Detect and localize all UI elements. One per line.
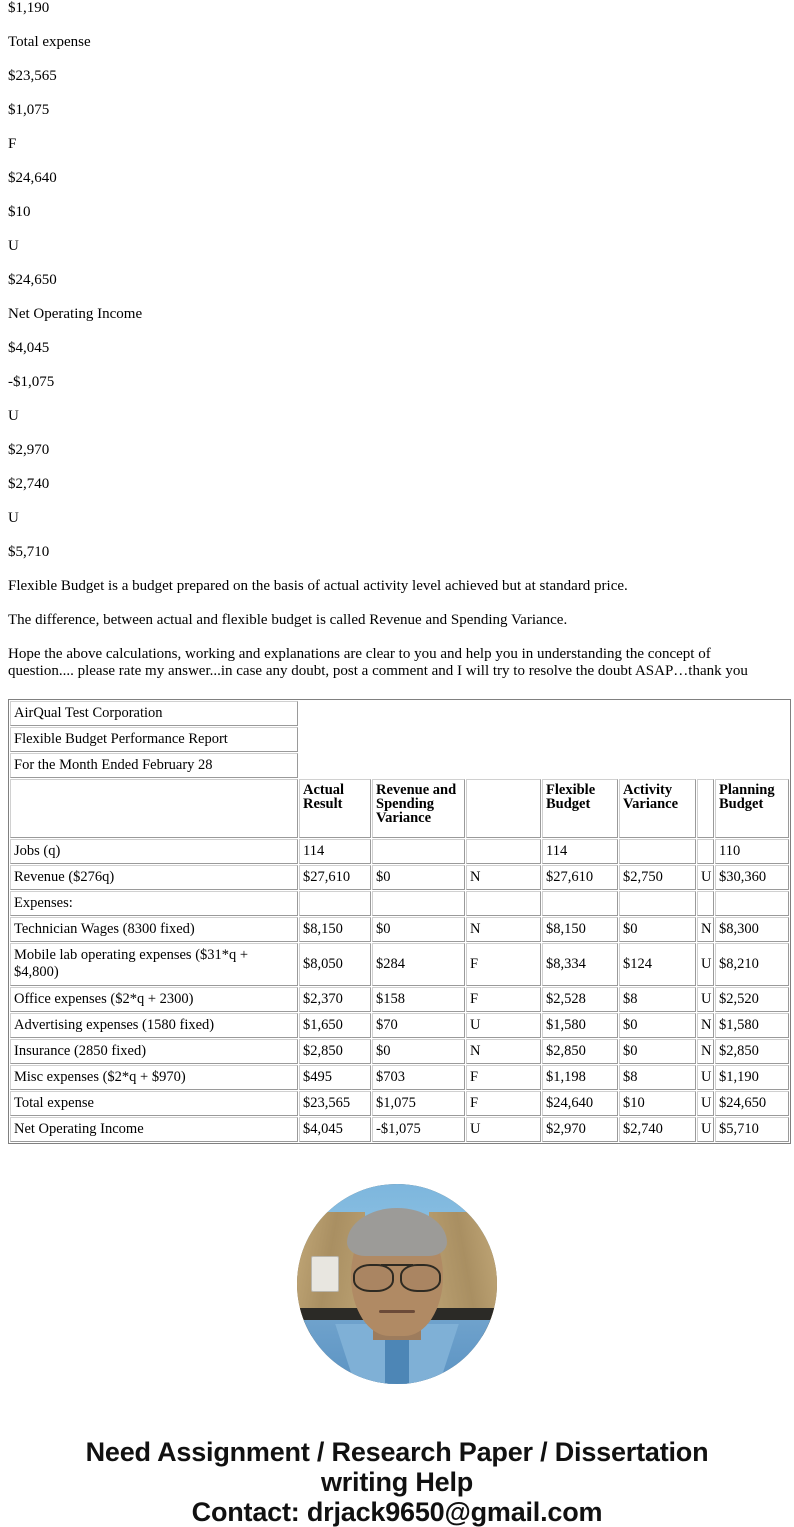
cell-activity-flag: U xyxy=(697,943,714,986)
row-label: Revenue ($276q) xyxy=(10,865,298,890)
cell-activity-flag: U xyxy=(697,987,714,1012)
cell-activity-flag xyxy=(697,891,714,916)
row-label: Expenses: xyxy=(10,891,298,916)
table-row xyxy=(10,1065,789,1090)
cell-rsv-flag: N xyxy=(466,1039,541,1064)
cell-actual-result: $495 xyxy=(299,1065,371,1090)
cell-activity-variance: $2,750 xyxy=(619,865,696,890)
cell-flexible-budget: 114 xyxy=(542,839,618,864)
cell-revenue-spending-variance: $284 xyxy=(372,943,465,986)
photo-background-switch xyxy=(311,1256,339,1292)
cell-actual-result: $2,370 xyxy=(299,987,371,1012)
cell-activity-flag: N xyxy=(697,1013,714,1038)
cell-flexible-budget: $2,970 xyxy=(542,1117,618,1142)
cell-flexible-budget xyxy=(542,891,618,916)
spacer-cell xyxy=(299,753,789,778)
answer-value-list xyxy=(0,0,794,680)
answer-line: $24,640 xyxy=(8,170,57,186)
cell-flexible-budget: $24,640 xyxy=(542,1091,618,1116)
glasses-lens-left xyxy=(353,1264,394,1292)
cell-revenue-spending-variance: $70 xyxy=(372,1013,465,1038)
cell-actual-result: $8,150 xyxy=(299,917,371,942)
promo-line-3: Contact: drjack9650@gmail.com xyxy=(191,1497,603,1527)
table-row xyxy=(10,987,789,1012)
cell-rsv-flag: F xyxy=(466,987,541,1012)
cell-rsv-flag: U xyxy=(466,1117,541,1142)
cell-activity-flag: U xyxy=(697,1091,714,1116)
promo-footer xyxy=(0,1389,794,1527)
answer-line: Total expense xyxy=(8,34,91,50)
flexible-budget-performance-table xyxy=(8,699,791,1144)
spacer-cell xyxy=(299,727,789,752)
row-label: Misc expenses ($2*q + $970) xyxy=(10,1065,298,1090)
report-name-cell: Flexible Budget Performance Report xyxy=(10,727,298,752)
cell-flexible-budget: $2,850 xyxy=(542,1039,618,1064)
cell-flexible-budget: $1,198 xyxy=(542,1065,618,1090)
cell-activity-variance: $0 xyxy=(619,917,696,942)
column-header-activity-flag xyxy=(697,779,714,838)
photo-tie xyxy=(385,1340,409,1384)
cell-rsv-flag xyxy=(466,891,541,916)
table-row xyxy=(10,1091,789,1116)
explanation-paragraph-1: Flexible Budget is a budget prepared on the basis of actual activity level achieved but at standard price. xyxy=(8,578,628,594)
answer-line: -$1,075 xyxy=(8,374,55,390)
cell-planning-budget: $2,850 xyxy=(715,1039,789,1064)
cell-revenue-spending-variance: $703 xyxy=(372,1065,465,1090)
cell-activity-variance: $8 xyxy=(619,987,696,1012)
explanation-paragraph-3: Hope the above calculations, working and explanations are clear to you and help you in understanding the concept of question.... please rate my answer...in case any doubt, post a comment and I will try to resolve the doubt ASAP…thank you xyxy=(8,646,748,679)
explanation-paragraph-2: The difference, between actual and flexible budget is called Revenue and Spending Variance. xyxy=(8,612,568,628)
table-row xyxy=(10,891,789,916)
cell-activity-variance: $0 xyxy=(619,1013,696,1038)
row-label: Office expenses ($2*q + 2300) xyxy=(10,987,298,1012)
column-header-rsv-flag xyxy=(466,779,541,838)
cell-activity-flag: N xyxy=(697,917,714,942)
column-header-planning-budget: Planning Budget xyxy=(715,779,789,838)
cell-rsv-flag: N xyxy=(466,865,541,890)
promo-line-1: Need Assignment / Research Paper / Dissertation xyxy=(85,1437,709,1467)
table-row xyxy=(10,839,789,864)
cell-actual-result: $27,610 xyxy=(299,865,371,890)
cell-actual-result: $2,850 xyxy=(299,1039,371,1064)
cell-flexible-budget: $1,580 xyxy=(542,1013,618,1038)
cell-activity-variance: $8 xyxy=(619,1065,696,1090)
cell-actual-result: $23,565 xyxy=(299,1091,371,1116)
cell-planning-budget: $1,580 xyxy=(715,1013,789,1038)
table-row xyxy=(10,865,789,890)
spacer-cell xyxy=(299,701,789,726)
answer-line: Net Operating Income xyxy=(8,306,143,322)
cell-planning-budget: 110 xyxy=(715,839,789,864)
cell-rsv-flag: F xyxy=(466,1091,541,1116)
cell-rsv-flag: F xyxy=(466,943,541,986)
row-label: Insurance (2850 fixed) xyxy=(10,1039,298,1064)
answer-line: $4,045 xyxy=(8,340,50,356)
cell-revenue-spending-variance xyxy=(372,839,465,864)
cell-flexible-budget: $2,528 xyxy=(542,987,618,1012)
cell-rsv-flag xyxy=(466,839,541,864)
table-row xyxy=(10,1117,789,1142)
cell-planning-budget: $5,710 xyxy=(715,1117,789,1142)
column-header-flexible-budget: Flexible Budget xyxy=(542,779,618,838)
column-header-actual-result: Actual Result xyxy=(299,779,371,838)
answer-line: $10 xyxy=(8,204,31,220)
answer-line: U xyxy=(8,238,19,254)
cell-activity-variance: $0 xyxy=(619,1039,696,1064)
cell-rsv-flag: N xyxy=(466,917,541,942)
promo-line-2: writing Help xyxy=(320,1467,474,1497)
table-row xyxy=(10,1039,789,1064)
cell-activity-variance xyxy=(619,891,696,916)
cell-revenue-spending-variance: $0 xyxy=(372,917,465,942)
answer-line: $1,190 xyxy=(8,0,50,16)
answer-line: $2,970 xyxy=(8,442,50,458)
cell-activity-flag: U xyxy=(697,865,714,890)
cell-planning-budget: $30,360 xyxy=(715,865,789,890)
row-label: Net Operating Income xyxy=(10,1117,298,1142)
row-label: Technician Wages (8300 fixed) xyxy=(10,917,298,942)
cell-actual-result: $1,650 xyxy=(299,1013,371,1038)
cell-activity-variance: $10 xyxy=(619,1091,696,1116)
cell-planning-budget: $8,300 xyxy=(715,917,789,942)
cell-flexible-budget: $8,334 xyxy=(542,943,618,986)
cell-actual-result: $4,045 xyxy=(299,1117,371,1142)
cell-activity-variance: $124 xyxy=(619,943,696,986)
cell-flexible-budget: $8,150 xyxy=(542,917,618,942)
cell-flexible-budget: $27,610 xyxy=(542,865,618,890)
report-table-wrapper xyxy=(0,699,794,1144)
company-name-cell: AirQual Test Corporation xyxy=(10,701,298,726)
answer-line: $2,740 xyxy=(8,476,50,492)
glasses-icon xyxy=(353,1264,441,1288)
table-row xyxy=(10,917,789,942)
glasses-lens-right xyxy=(400,1264,441,1292)
column-header-label xyxy=(10,779,298,838)
avatar xyxy=(297,1184,497,1384)
table-title-row xyxy=(10,727,789,752)
cell-planning-budget: $1,190 xyxy=(715,1065,789,1090)
answer-line: $1,075 xyxy=(8,102,50,118)
column-header-revenue-spending-variance: Revenue and Spending Variance xyxy=(372,779,465,838)
cell-rsv-flag: F xyxy=(466,1065,541,1090)
answer-line: $23,565 xyxy=(8,68,57,84)
answer-line: U xyxy=(8,408,19,424)
report-period-cell: For the Month Ended February 28 xyxy=(10,753,298,778)
cell-activity-variance: $2,740 xyxy=(619,1117,696,1142)
row-label: Jobs (q) xyxy=(10,839,298,864)
cell-planning-budget: $24,650 xyxy=(715,1091,789,1116)
cell-revenue-spending-variance xyxy=(372,891,465,916)
cell-planning-budget: $2,520 xyxy=(715,987,789,1012)
table-row xyxy=(10,1013,789,1038)
cell-activity-flag: N xyxy=(697,1039,714,1064)
cell-revenue-spending-variance: -$1,075 xyxy=(372,1117,465,1142)
answer-line: $24,650 xyxy=(8,272,57,288)
cell-activity-flag xyxy=(697,839,714,864)
glasses-bridge xyxy=(381,1264,413,1266)
row-label: Mobile lab operating expenses ($31*q + $4,800) xyxy=(10,943,298,986)
answer-line: F xyxy=(8,136,17,152)
row-label: Total expense xyxy=(10,1091,298,1116)
cell-rsv-flag: U xyxy=(466,1013,541,1038)
cell-actual-result: $8,050 xyxy=(299,943,371,986)
answer-line: $5,710 xyxy=(8,544,50,560)
cell-revenue-spending-variance: $0 xyxy=(372,865,465,890)
column-header-activity-variance: Activity Variance xyxy=(619,779,696,838)
cell-actual-result xyxy=(299,891,371,916)
cell-planning-budget xyxy=(715,891,789,916)
cell-revenue-spending-variance: $1,075 xyxy=(372,1091,465,1116)
answer-line: U xyxy=(8,510,19,526)
row-label: Advertising expenses (1580 fixed) xyxy=(10,1013,298,1038)
cell-actual-result: 114 xyxy=(299,839,371,864)
table-row xyxy=(10,943,789,986)
cell-activity-variance xyxy=(619,839,696,864)
cell-revenue-spending-variance: $0 xyxy=(372,1039,465,1064)
table-title-row xyxy=(10,701,789,726)
table-header-row xyxy=(10,779,789,838)
photo-mouth xyxy=(379,1310,415,1313)
cell-revenue-spending-variance: $158 xyxy=(372,987,465,1012)
cell-activity-flag: U xyxy=(697,1117,714,1142)
cell-planning-budget: $8,210 xyxy=(715,943,789,986)
cell-activity-flag: U xyxy=(697,1065,714,1090)
avatar-block xyxy=(0,1144,794,1389)
table-title-row xyxy=(10,753,789,778)
